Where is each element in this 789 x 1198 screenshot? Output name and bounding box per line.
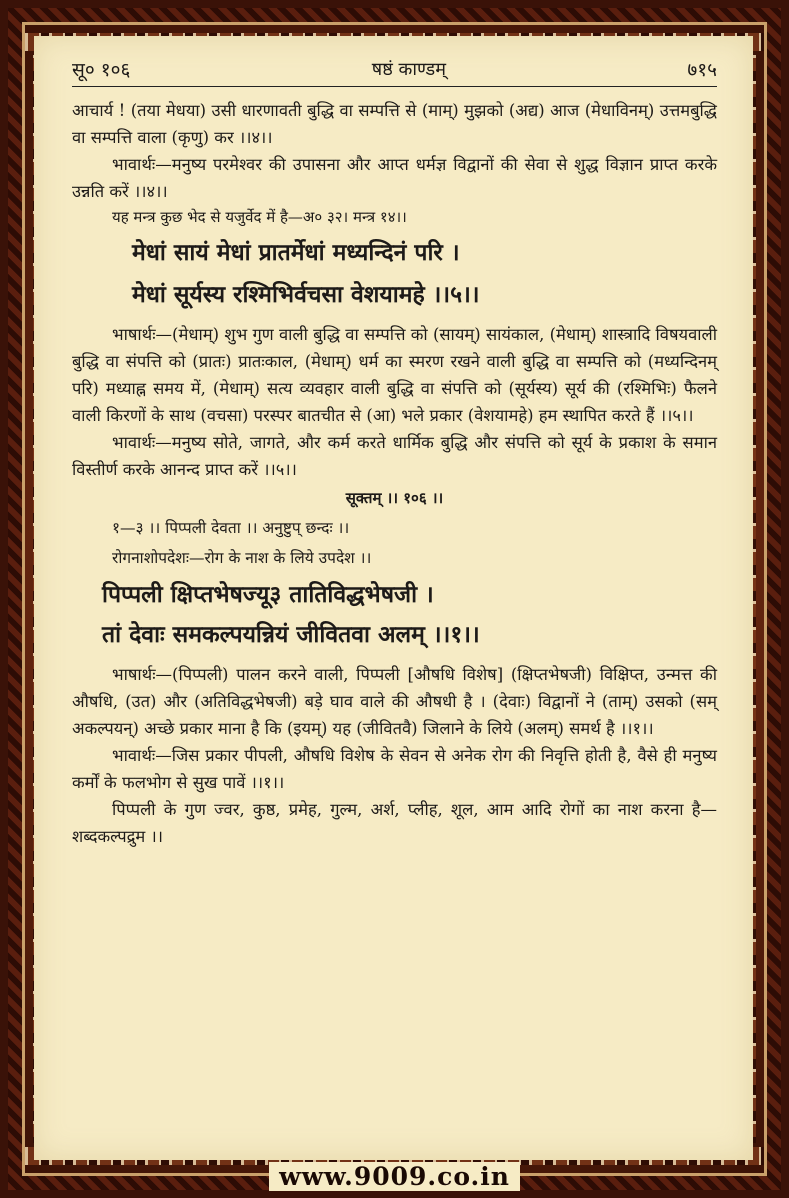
sukta-heading: सूक्तम् ।। १०६ ।।: [345, 489, 444, 507]
mantra-5-line-1: मेधां सायं मेधां प्रातर्मेधां मध्यन्दिनं परि ।: [132, 239, 460, 266]
bhavarth-5: भावार्थः—मनुष्य सोते, जागते, और कर्म करते धार्मिक बुद्धि और संपत्ति को सूर्य के प्रकाश के समान विस्तीर्ण करके आनन्द प्राप्त करें ।।५।।: [72, 433, 717, 479]
kanda-title: षष्ठं काण्डम्: [371, 59, 446, 80]
bhashya-1: भाषार्थः—(पिप्पली) पालन करने वाली, पिप्पली [औषधि विशेष] (क्षिप्तभेषजी) विक्षिप्त, उन्मत्त की औषधि, (उत) और (अतिविद्धभेषजी) बड़े घाव वाले की औषधी है । (देवाः) विद्वानों ने (ताम्) उसको (सम् अकल्पयन्) अच्छे प्रकार माना है कि (इयम्) यह (जीवितवै) जिलाने के लिये (अलम्) समर्थ है ।।१।।: [72, 665, 717, 738]
page-header: [72, 54, 717, 84]
website-url[interactable]: www.9009.co.in: [269, 1162, 520, 1191]
header-rule: [72, 86, 717, 87]
upadesh-line: रोगनाशोपदेशः—रोग के नाश के लिये उपदेश ।।: [112, 549, 372, 567]
sukta-number: सू० १०६: [72, 59, 131, 81]
bhavarth-1b: भावार्थः—जिस प्रकार पीपली, औषधि विशेष के सेवन से अनेक रोग की निवृत्ति होती है, वैसे ही मनुष्य कर्मों के फलभोग से सुख पावें ।।१।।: [72, 746, 717, 792]
reference-note: यह मन्त्र कुछ भेद से यजुर्वेद में है—अ० ३२। मन्त्र १४।।: [112, 208, 407, 226]
paragraph-1: आचार्य ! (तया मेधया) उसी धारणावती बुद्धि वा सम्पत्ति से (माम्) मुझको (अद्य) आज (मेधाविनम्) उत्तमबुद्धि वा सम्पत्ति वाला (कृणु) कर ।।४।।: [72, 101, 717, 147]
mantra-1-line-2: तां देवाः समकल्पयन्नियं जीवितवा अलम् ।।१।।: [102, 621, 480, 648]
book-page: [34, 36, 753, 1160]
bhavarth-1: भावार्थः—मनुष्य परमेश्वर की उपासना और आप्त धर्मज्ञ विद्वानों की सेवा से शुद्ध विज्ञान प्राप्त करके उन्नति करें ।।४।।: [72, 155, 717, 201]
page-number: ७१५: [687, 59, 717, 81]
final-note: पिप्पली के गुण ज्वर, कुष्ठ, प्रमेह, गुल्म, अर्श, प्लीह, शूल, आम आदि रोगों का नाश करना है—शब्दकल्पद्रुम ।।: [72, 800, 717, 846]
mantra-5-line-2: मेधां सूर्यस्य रश्मिभिर्वचसा वेशयामहे ।।५।।: [132, 281, 480, 308]
mantra-1-line-1: पिप्पली क्षिप्तभेषज्यू३ तातिविद्धभेषजी ।: [102, 581, 434, 608]
bhashya-5: भाषार्थः—(मेधाम्) शुभ गुण वाली बुद्धि वा सम्पत्ति को (सायम्) सायंकाल, (मेधाम्) शास्त्रादि विषयवाली बुद्धि वा संपत्ति को (प्रातः) प्रातःकाल, (मेधाम्) धर्म का स्मरण रखने वाली बुद्धि वा सम्पत्ति को (मध्यन्दिनम् परि) मध्याह्न समय में, (मेधाम्) सत्य व्यवहार वाली बुद्धि वा संपत्ति को (सूर्यस्य) सूर्य की (रश्मिभिः) फैलने वाली किरणों के साथ (वचसा) परस्पर बातचीत से (आ) भले प्रकार (वेशयामहे) हम स्थापित करते हैं ।।५।।: [72, 325, 717, 425]
devata-line: १—३ ।। पिप्पली देवता ।। अनुष्टुप् छन्दः ।।: [112, 519, 350, 537]
footer: [0, 1162, 789, 1192]
